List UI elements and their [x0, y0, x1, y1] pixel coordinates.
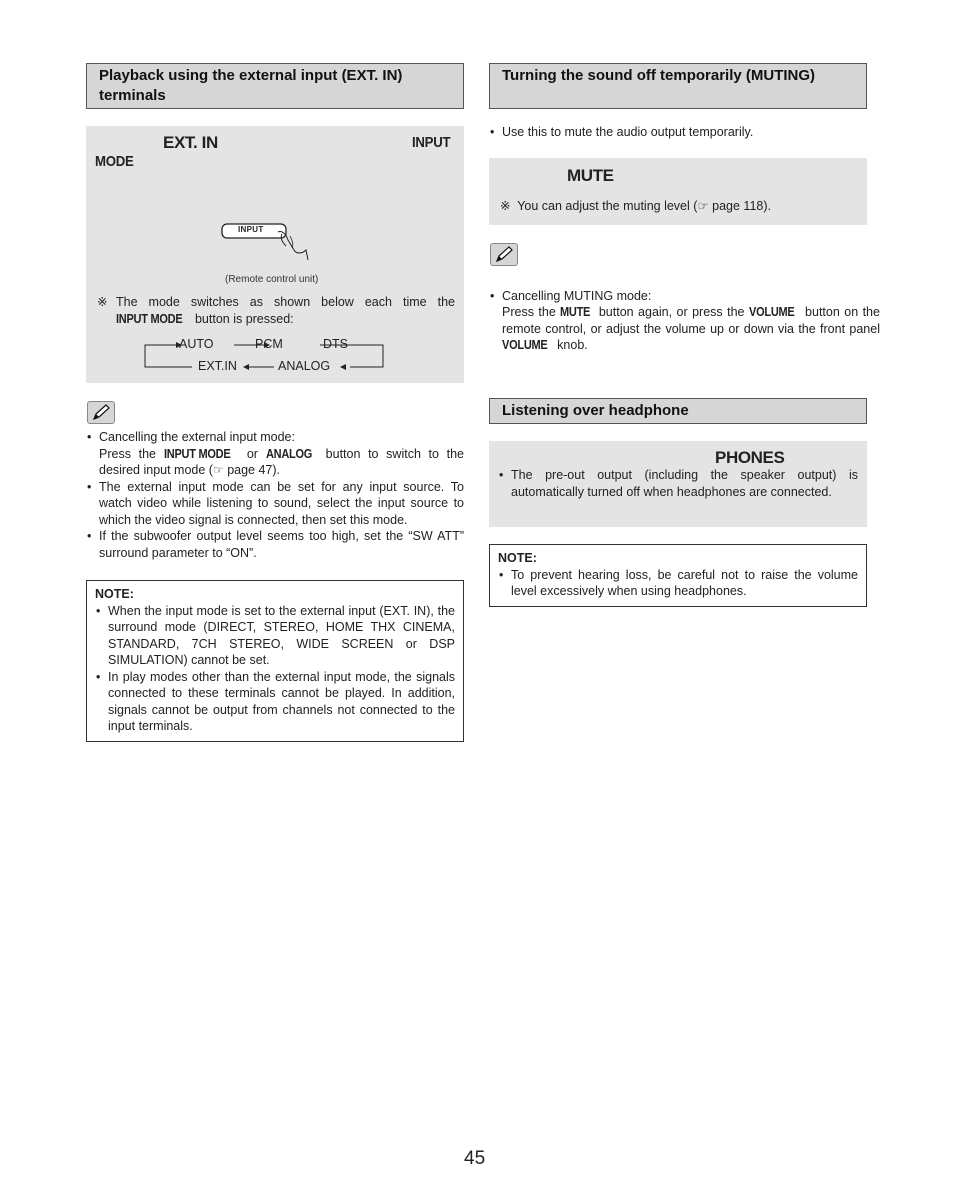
cycle-pcm: PCM — [255, 337, 283, 351]
input-label: INPUT — [412, 134, 451, 151]
tip-cancel-title: Cancelling the external input mode: — [99, 430, 295, 444]
note-title: NOTE: — [95, 587, 134, 601]
section-heading-headphone — [489, 398, 867, 424]
hand-pointer-icon: ☞ — [697, 199, 709, 213]
tip-any-input-source: • The external input mode can be set for any input source. To watch video while listening to sound, select the input source to which the video signal is connected, then set this mode. — [86, 479, 464, 529]
mode-switch-note — [97, 294, 455, 327]
reference-mark-icon: ※ — [97, 295, 108, 309]
phones-text: • The pre-out output (including the speaker output) is automatically turned off when headphones are connected. — [498, 467, 858, 501]
hand-pointer-icon: ☞ — [212, 463, 224, 477]
phones-instruction-box — [489, 441, 867, 527]
ext-in-tips — [86, 429, 464, 561]
cycle-auto: AUTO — [179, 337, 214, 351]
headphone-note-title: NOTE: — [498, 551, 537, 565]
tip-cancel-muting-mute: MUTE — [560, 305, 591, 319]
mode-label: MODE — [95, 153, 134, 170]
mute-instruction-box — [489, 158, 867, 225]
mute-label: MUTE — [567, 166, 614, 185]
section-heading-headphone-text: Listening over headphone — [502, 402, 689, 419]
mode-note-text-1: The mode switches as shown below each time the — [116, 295, 455, 309]
tip-cancel-muting-volume2: VOLUME — [502, 338, 548, 352]
phones-label: PHONES — [715, 448, 785, 467]
mute-note-page: page 118). — [712, 199, 771, 213]
note-item-play-modes: • In play modes other than the external input mode, the signals connected to these terminals cannot be played. In addition, signals cannot be output from channels not connected to the input terminals. — [95, 669, 455, 735]
reference-mark-icon: ※ — [500, 199, 511, 213]
cycle-dts: DTS — [323, 337, 348, 351]
tip-cancel-btn1: INPUT MODE — [163, 446, 231, 461]
input-button-icon — [220, 220, 310, 260]
tip-cancel-muting-mid: button again, or press the — [598, 305, 745, 319]
note-item-surround-mode: • When the input mode is set to the external input (EXT. IN), the surround mode (DIRECT, STEREO, HOME THX CINEMA, STANDARD, 7CH STEREO, WIDE SCREEN or DSP SIMULATION) cannot be set. — [95, 603, 455, 669]
input-button-text: INPUT — [238, 225, 264, 234]
section-heading-muting — [489, 63, 867, 109]
tip-cancel-btn2: ANALOG — [265, 446, 312, 461]
mute-note-text: You can adjust the muting level ( — [517, 199, 698, 213]
mode-note-text-2: button is pressed: — [194, 311, 294, 326]
mute-level-note — [500, 198, 771, 215]
ext-in-label: EXT. IN — [163, 133, 218, 152]
mode-cycle-diagram — [142, 335, 387, 375]
cycle-ext-in: EXT.IN — [198, 359, 237, 373]
remote-input-button-illustration — [220, 220, 310, 260]
section-heading-ext-in — [86, 63, 464, 109]
cycle-analog: ANALOG — [278, 359, 331, 373]
page-number: 45 — [464, 1148, 486, 1169]
memo-pencil-icon — [87, 401, 115, 424]
tip-cancel-page: page 47). — [227, 463, 281, 477]
tip-cancel-muting-title: Cancelling MUTING mode: — [502, 288, 652, 303]
tip-cancel-or: or — [246, 446, 258, 461]
tip-cancel-rest: button to switch to the desired input mode ( — [99, 446, 465, 477]
ext-in-instruction-box — [86, 126, 464, 383]
remote-caption: (Remote control unit) — [225, 274, 319, 285]
headphone-note-text: • To prevent hearing loss, be careful not to raise the volume level excessively when using headphones. — [498, 567, 858, 600]
tip-cancel-muting-mid2: button on the remote control, or adjust the volume up or down via the front panel — [502, 305, 880, 336]
section-heading-muting-text: Turning the sound off temporarily (MUTING) — [502, 67, 816, 84]
tip-cancel-muting-volume: VOLUME — [748, 305, 795, 319]
tip-subwoofer-level: • If the subwoofer output level seems too high, set the “SW ATT” surround parameter to “ON”. — [86, 528, 464, 561]
headphone-note-box — [489, 544, 867, 607]
tip-cancel-ext-in — [86, 429, 464, 479]
memo-pencil-icon — [490, 243, 518, 266]
tip-cancel-muting — [489, 288, 880, 354]
tip-cancel-muting-end: knob. — [557, 338, 588, 352]
ext-in-note-box — [86, 580, 464, 742]
mode-note-bold: INPUT MODE — [116, 311, 183, 326]
tip-cancel-press: Press the — [99, 446, 156, 461]
tip-cancel-muting-press: Press the — [502, 305, 556, 319]
section-heading-ext-in-text: Playback using the external input (EXT. IN) terminals — [99, 67, 403, 104]
muting-intro: • Use this to mute the audio output temporarily. — [489, 124, 880, 141]
